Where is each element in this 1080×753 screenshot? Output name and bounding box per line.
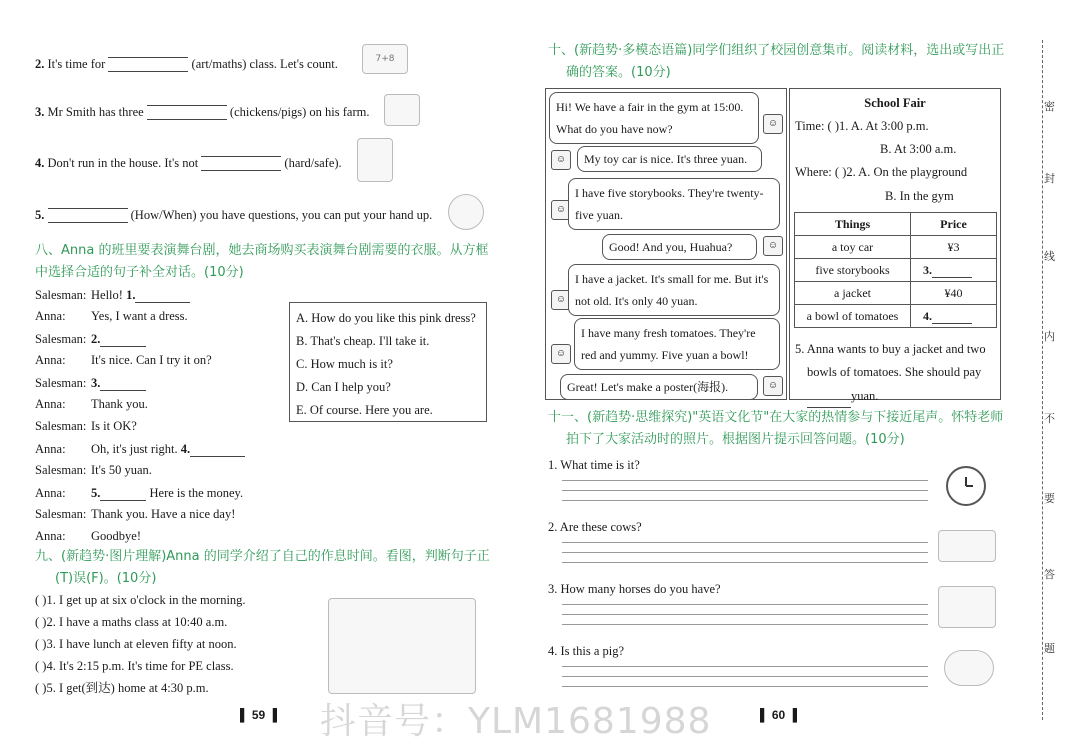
s7-item-4: 4. Don't run in the house. It's not (hard/safe). xyxy=(35,155,342,171)
answer-line[interactable] xyxy=(562,490,928,491)
answer-blank[interactable] xyxy=(100,330,146,347)
option-c: C. How much is it? xyxy=(296,357,393,371)
question-1: 1. What time is it? xyxy=(548,458,640,472)
hand-up-icon xyxy=(448,194,484,230)
cut-line-char: 要 xyxy=(1044,492,1055,505)
section10-title: 十、(新趋势·多模态语篇)同学们组织了校园创意集市。阅读材料，选出或写出正 确的答案。(10分) xyxy=(548,43,1005,80)
section8-title: 八、Anna 的班里要表演舞台剧，她去商场购买表演舞台剧需要的衣服。从方框中选择合适的句子补全对话。(10分) xyxy=(35,243,489,280)
answer-blank[interactable] xyxy=(807,384,851,408)
avatar-icon: ☺ xyxy=(551,200,571,220)
answer-line[interactable] xyxy=(562,542,928,543)
cut-line-char: 封 xyxy=(1044,172,1055,185)
option-d: D. Can I help you? xyxy=(296,380,391,394)
answer-blank[interactable] xyxy=(100,484,146,501)
question-4: 4. Is this a pig? xyxy=(548,644,625,658)
chat-bubble-4: Good! And you, Huahua? xyxy=(602,234,757,260)
dialogue-line: Anna: 5. Here is the money. xyxy=(35,486,244,500)
watermark: 抖音号：YLM1681988 xyxy=(320,701,712,742)
chat-bubble-7: Great! Let's make a poster(海报). xyxy=(560,374,758,400)
fair-title: School Fair xyxy=(864,96,926,110)
question-2: 2. Are these cows? xyxy=(548,520,642,534)
horses-illustration xyxy=(938,586,996,628)
answer-line[interactable] xyxy=(562,552,928,553)
answer-line[interactable] xyxy=(562,614,928,615)
answer-line[interactable] xyxy=(562,686,928,687)
time-question[interactable]: Time: ( )1. A. At 3:00 p.m. xyxy=(795,119,929,133)
option-a: A. How do you like this pink dress? xyxy=(296,311,476,325)
answer-line[interactable] xyxy=(562,480,928,481)
cut-line-char: 内 xyxy=(1044,330,1055,343)
question-5: 5. Anna wants to buy a jacket and two bowls of tomatoes. She should pay yuan. xyxy=(795,338,986,408)
clock-icon xyxy=(946,466,986,506)
dialogue-line: Salesman: It's 50 yuan. xyxy=(35,463,152,477)
dialogue-line: Anna: Oh, it's just right. 4. xyxy=(35,440,285,462)
answer-blank[interactable] xyxy=(135,286,190,303)
chat-bubble-5: I have a jacket. It's small for me. But it's not old. It's only 40 yuan. xyxy=(568,264,780,316)
avatar-icon: ☺ xyxy=(551,344,571,364)
s7-item-3: 3. Mr Smith has three (chickens/pigs) on his farm. xyxy=(35,104,369,120)
cows-illustration xyxy=(938,530,996,562)
section9-title: 九、(新趋势·图片理解)Anna 的同学介绍了自己的作息时间。看图，判断句子正 (T)误(F)。(10分) xyxy=(35,549,490,586)
options-box xyxy=(289,302,487,422)
avatar-icon: ☺ xyxy=(551,290,571,310)
answer-blank[interactable] xyxy=(201,155,281,171)
cut-line-char: 答 xyxy=(1044,568,1055,581)
chickens-illustration xyxy=(384,94,420,126)
avatar-icon: ☺ xyxy=(551,150,571,170)
cut-line xyxy=(1042,40,1044,720)
dialogue-line: Salesman: Is it OK? xyxy=(35,419,137,433)
cut-line-char: 密 xyxy=(1044,100,1055,113)
where-option-b: B. In the gym xyxy=(885,189,954,203)
sheep-illustration xyxy=(944,650,994,686)
tf-item[interactable]: ( )5. I get(到达) home at 4:30 p.m. xyxy=(35,681,209,695)
option-e: E. Of course. Here you are. xyxy=(296,403,433,417)
option-b: B. That's cheap. I'll take it. xyxy=(296,334,430,348)
tf-item[interactable]: ( )1. I get up at six o'clock in the morning. xyxy=(35,593,246,607)
cut-line-char: 不 xyxy=(1044,412,1055,425)
avatar-icon: ☺ xyxy=(763,376,783,396)
time-option-b: B. At 3:00 a.m. xyxy=(880,142,957,156)
chat-bubble-6: I have many fresh tomatoes. They're red and yummy. Five yuan a bowl! xyxy=(574,318,780,370)
price-table xyxy=(794,212,997,328)
avatar-icon: ☺ xyxy=(763,114,783,134)
daily-routine-illustration xyxy=(328,598,476,694)
dialogue-line: Anna: Goodbye! xyxy=(35,529,141,543)
chat-bubble-3: I have five storybooks. They're twenty-five yuan. xyxy=(568,178,780,230)
answer-blank[interactable] xyxy=(100,374,146,391)
math-board-illustration: 7+8 xyxy=(362,44,408,74)
page-number-left: ▌ 59 ▐ xyxy=(240,708,278,722)
table-row: five storybooks 3. xyxy=(795,259,997,282)
tf-item[interactable]: ( )3. I have lunch at eleven fifty at noon. xyxy=(35,637,237,651)
dialogue-line: Salesman: 3. xyxy=(35,374,285,396)
dialogue-line: Salesman: 2. xyxy=(35,330,285,352)
table-header: Things xyxy=(795,213,911,236)
answer-blank[interactable] xyxy=(190,440,245,457)
tf-item[interactable]: ( )4. It's 2:15 p.m. It's time for PE class. xyxy=(35,659,234,673)
table-row: a toy car ¥3 xyxy=(795,236,997,259)
dialogue-line: Salesman: Hello! 1. xyxy=(35,286,285,308)
table-header: Price xyxy=(911,213,997,236)
answer-line[interactable] xyxy=(562,676,928,677)
answer-blank[interactable] xyxy=(108,56,188,72)
answer-blank[interactable] xyxy=(48,207,128,223)
running-boy-illustration xyxy=(357,138,393,182)
dialogue-line: Salesman: Thank you. Have a nice day! xyxy=(35,507,236,521)
cut-line-char: 题 xyxy=(1044,642,1055,655)
s7-item-2: 2. It's time for (art/maths) class. Let's count. xyxy=(35,56,338,72)
avatar-icon: ☺ xyxy=(763,236,783,256)
table-row: a bowl of tomatoes 4. xyxy=(795,305,997,328)
chat-bubble-1: Hi! We have a fair in the gym at 15:00. What do you have now? xyxy=(549,92,759,144)
table-row: a jacket ¥40 xyxy=(795,282,997,305)
page-number-right: ▌ 60 ▐ xyxy=(760,708,798,722)
cut-line-char: 线 xyxy=(1044,250,1055,263)
where-question[interactable]: Where: ( )2. A. On the playground xyxy=(795,165,968,179)
dialogue-line: Anna: Thank you. xyxy=(35,397,148,411)
s7-item-5: 5. (How/When) you have questions, you can put your hand up. xyxy=(35,207,432,223)
answer-line[interactable] xyxy=(562,500,928,501)
answer-line[interactable] xyxy=(562,624,928,625)
question-3: 3. How many horses do you have? xyxy=(548,582,721,596)
chat-bubble-2: My toy car is nice. It's three yuan. xyxy=(577,146,762,172)
answer-line[interactable] xyxy=(562,604,928,605)
tf-item[interactable]: ( )2. I have a maths class at 10:40 a.m. xyxy=(35,615,228,629)
answer-blank[interactable] xyxy=(147,104,227,120)
dialogue-line: Anna: Yes, I want a dress. xyxy=(35,309,188,323)
dialogue-line: Anna: It's nice. Can I try it on? xyxy=(35,353,212,367)
section9-items xyxy=(35,592,246,702)
answer-line[interactable] xyxy=(562,562,928,563)
section8-dialogue xyxy=(35,286,285,550)
answer-line[interactable] xyxy=(562,666,928,667)
section11-title: 十一、(新趋势·思维探究)"英语文化节"在大家的热情参与下接近尾声。怀特老师 拍下了大家活动时的照片。根据图片提示回答问题。(10分) xyxy=(548,410,1004,447)
